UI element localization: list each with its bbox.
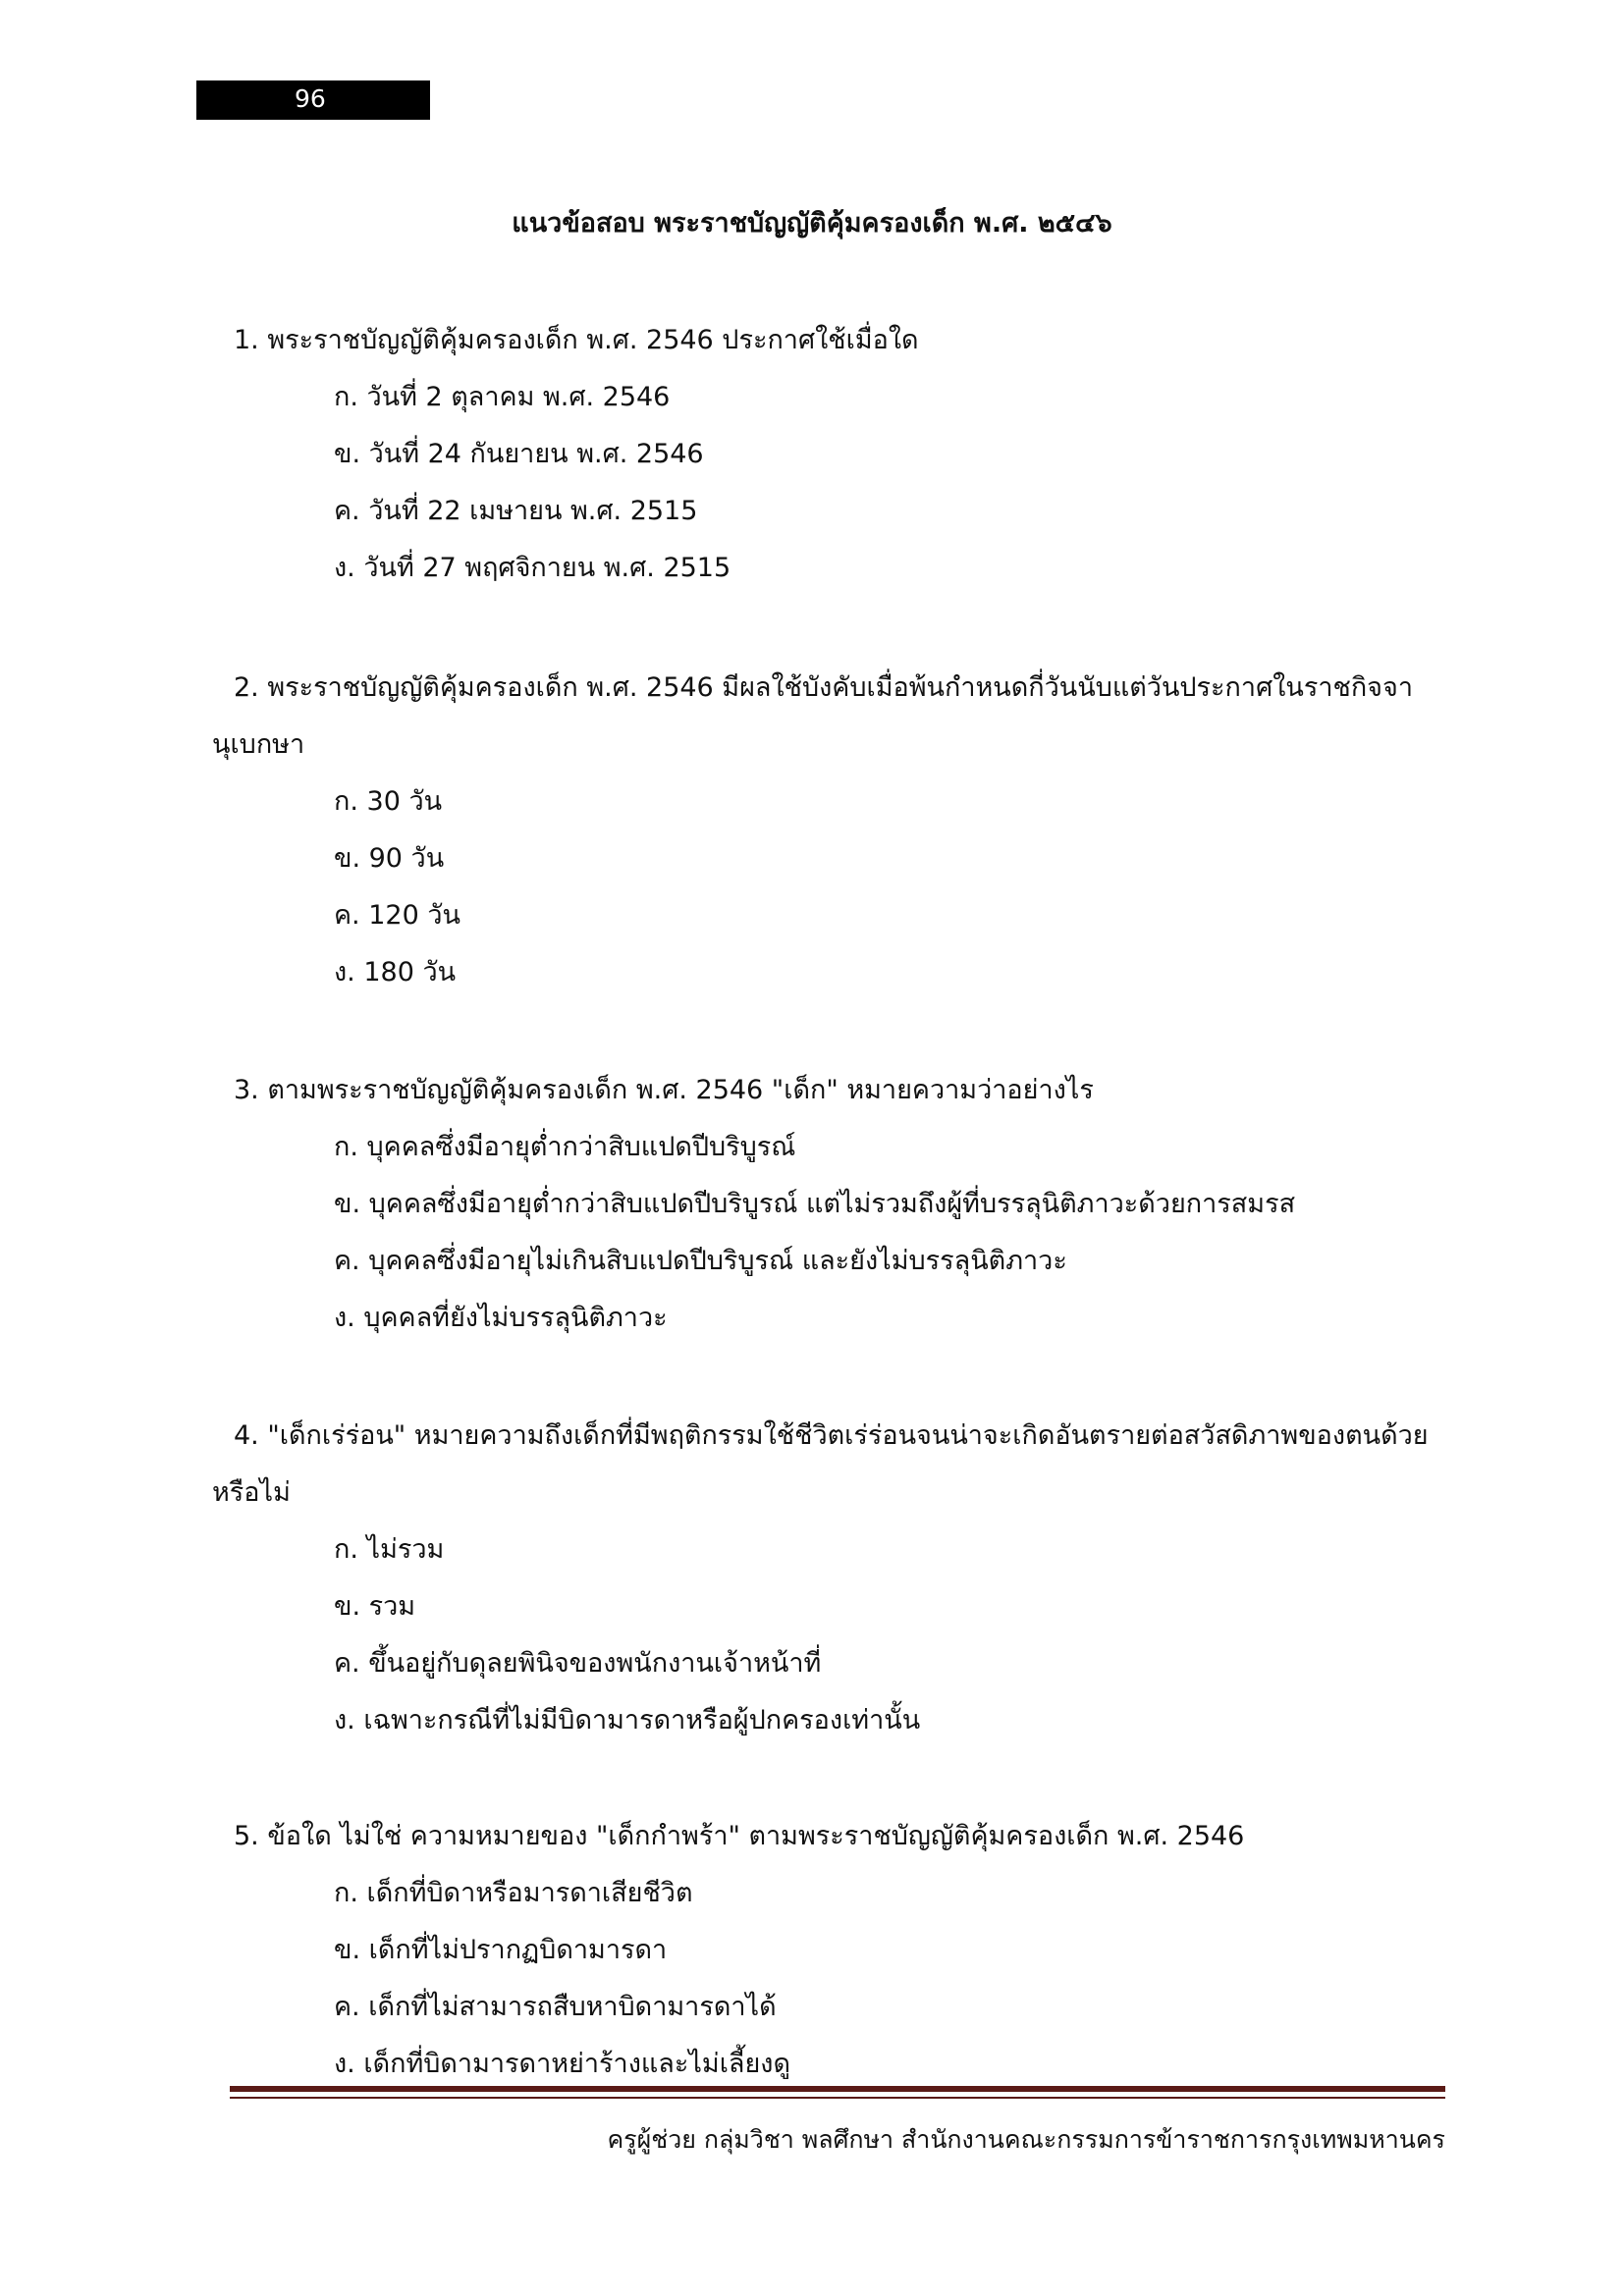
choice-d: ง. 180 วัน (334, 957, 457, 988)
choice-d: ง. วันที่ 27 พฤศจิกายน พ.ศ. 2515 (334, 553, 731, 583)
choice-b: ข. บุคคลซึ่งมีอายุต่ำกว่าสิบแปดปีบริบูรณ์ แต่ไม่รวมถึงผู้ที่บรรลุนิติภาวะด้วยการสมรส (334, 1189, 1296, 1219)
question-text-continued: หรือไม่ (212, 1477, 291, 1508)
page-number: 96 (295, 84, 326, 113)
question-3 (234, 1062, 1451, 1347)
question-2 (212, 660, 1451, 1001)
choice-a: ก. ไม่รวม (334, 1534, 445, 1565)
choice-d: ง. เฉพาะกรณีที่ไม่มีบิดามารดาหรือผู้ปกครองเท่านั้น (334, 1705, 921, 1735)
question-text-continued: นุเบกษา (212, 729, 305, 760)
question-5 (234, 1808, 1451, 2093)
choice-b: ข. วันที่ 24 กันยายน พ.ศ. 2546 (334, 439, 704, 469)
page-title: แนวข้อสอบ พระราชบัญญัติคุ้มครองเด็ก พ.ศ. ๒๕๔๖ (512, 208, 1112, 239)
choice-c: ค. 120 วัน (334, 900, 460, 931)
choice-c: ค. วันที่ 22 เมษายน พ.ศ. 2515 (334, 496, 698, 526)
choice-c: ค. ขึ้นอยู่กับดุลยพินิจของพนักงานเจ้าหน้าที่ (334, 1648, 822, 1679)
question-1 (234, 312, 1451, 597)
question-text: 2. พระราชบัญญัติคุ้มครองเด็ก พ.ศ. 2546 มีผลใช้บังคับเมื่อพ้นกำหนดกี่วันนับแต่วันประกาศในราชกิจจา (234, 672, 1413, 703)
choice-d: ง. บุคคลที่ยังไม่บรรลุนิติภาวะ (334, 1303, 668, 1333)
choice-d: ง. เด็กที่บิดามารดาหย่าร้างและไม่เลี้ยงดู (334, 2049, 791, 2079)
choice-b: ข. 90 วัน (334, 843, 445, 874)
footer-divider-thick (230, 2086, 1445, 2092)
choice-a: ก. 30 วัน (334, 786, 443, 817)
question-text: 3. ตามพระราชบัญญัติคุ้มครองเด็ก พ.ศ. 2546 "เด็ก" หมายความว่าอย่างไร (234, 1075, 1094, 1105)
choice-c: ค. บุคคลซึ่งมีอายุไม่เกินสิบแปดปีบริบูรณ์ และยังไม่บรรลุนิติภาวะ (334, 1246, 1067, 1276)
footer-text: ครูผู้ช่วย กลุ่มวิชา พลศึกษา สำนักงานคณะกรรมการข้าราชการกรุงเทพมหานคร (607, 2125, 1445, 2154)
choice-b: ข. รวม (334, 1591, 416, 1622)
question-4 (212, 1408, 1451, 1749)
question-text: 4. "เด็กเร่ร่อน" หมายความถึงเด็กที่มีพฤติกรรมใช้ชีวิตเร่ร่อนจนน่าจะเกิดอันตรายต่อสวัสดิภาพของตนด้วย (234, 1420, 1429, 1451)
choice-a: ก. บุคคลซึ่งมีอายุต่ำกว่าสิบแปดปีบริบูรณ์ (334, 1132, 796, 1162)
footer-divider-thin (230, 2097, 1445, 2099)
choice-c: ค. เด็กที่ไม่สามารถสืบหาบิดามารดาได้ (334, 1992, 777, 2022)
choice-b: ข. เด็กที่ไม่ปรากฏบิดามารดา (334, 1935, 668, 1965)
choice-a: ก. เด็กที่บิดาหรือมารดาเสียชีวิต (334, 1878, 693, 1908)
question-text: 5. ข้อใด ไม่ใช่ ความหมายของ "เด็กกำพร้า" ตามพระราชบัญญัติคุ้มครองเด็ก พ.ศ. 2546 (234, 1821, 1245, 1851)
choice-a: ก. วันที่ 2 ตุลาคม พ.ศ. 2546 (334, 382, 671, 412)
question-text: 1. พระราชบัญญัติคุ้มครองเด็ก พ.ศ. 2546 ประกาศใช้เมื่อใด (234, 325, 919, 355)
